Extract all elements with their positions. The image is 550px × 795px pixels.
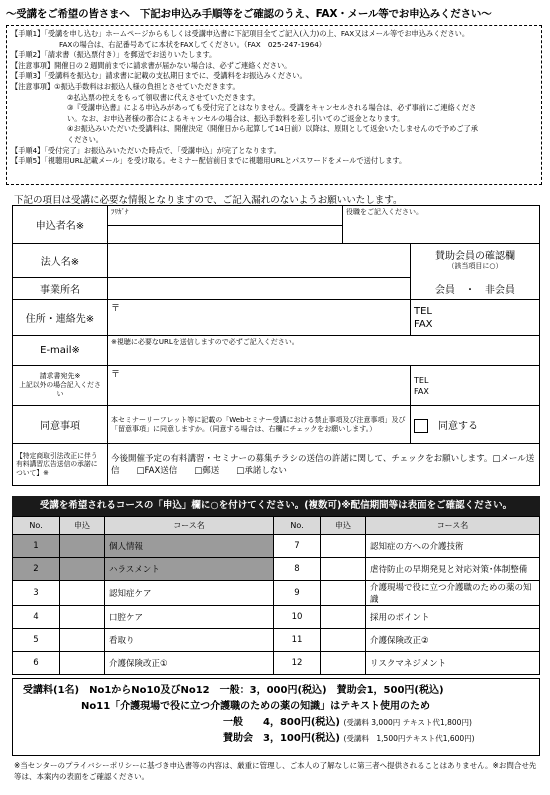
furigana-label: ﾌﾘｶﾞﾅ <box>111 208 129 216</box>
office-field[interactable] <box>108 278 411 300</box>
fee-line-1: 受講料(1名) No1からNo10及びNo12 一般：3，000円(税込) 賛助会1，500円(税込) <box>23 685 444 696</box>
invoice-address-field[interactable] <box>108 366 411 406</box>
fee-general-detail: (受講料 3,000円 テキスト代1,800円) <box>343 718 472 727</box>
note-1: 【注意事項】開催日の２週間前までに請求書が届かない場合は、必ずご連絡ください。 <box>11 60 292 70</box>
step-5: 【手順5】「視聴用URL記載メール」を受け取る。セミナー配信前日までに視聴用URLとパスワードをメールで送付します。 <box>11 156 407 166</box>
course-no: 12 <box>274 652 321 675</box>
course-apply-cell[interactable] <box>60 535 105 558</box>
fee-box <box>12 678 540 756</box>
step-1: 【手順1】「受講を申し込む」ホームページからもしくは受講申込書に下記項目全てご記入(入力)の上、FAX又はメール等でお申込みください。 <box>11 29 470 38</box>
course-name: 個人情報 <box>105 535 274 558</box>
application-steps <box>6 25 542 185</box>
email-label: E-mail※ <box>13 336 108 366</box>
course-apply-cell[interactable] <box>321 652 366 675</box>
postal-mark: 〒 <box>111 304 121 314</box>
email-note: ※視聴に必要なURLを送信しますので必ずご記入ください。 <box>111 338 299 346</box>
col-name-left: コース名 <box>105 517 274 535</box>
position-field[interactable] <box>343 206 540 244</box>
course-no: 9 <box>274 581 321 606</box>
supporting-title: 賛助会員の確認欄 <box>435 251 515 262</box>
course-name: 採用のポイント <box>366 606 540 629</box>
applicant-name-field[interactable] <box>108 226 343 244</box>
col-name-right: コース名 <box>366 517 540 535</box>
course-no: 2 <box>13 558 60 581</box>
agree-label: 同意事項 <box>13 406 108 444</box>
invoice-label: 請求書宛先※ <box>39 372 81 381</box>
fee-supporting: 賛助会 3，100円(税込) <box>223 733 340 744</box>
corp-field[interactable] <box>108 244 411 278</box>
course-name: 介護保険改正① <box>105 652 274 675</box>
note-2d: い。なお、お申込者様の都合によるキャンセルの場合は、振込手数料を差し引いてのご返金となります。 <box>67 113 405 123</box>
table-row <box>13 558 540 581</box>
privacy-footer: ※当センターのプライバシーポリシーに基づき申込書等の内容は、厳重に管理し、ご本人の了解なしに第三者へ提供されることはありません。※お問合せ先等は、本案内の表面をご確認ください。 <box>14 761 537 781</box>
course-apply-cell[interactable] <box>321 629 366 652</box>
course-name: 介護現場で役に立つ介護職のための薬の知識 <box>366 581 540 606</box>
table-row <box>13 581 540 606</box>
table-row <box>13 652 540 675</box>
course-name: 認知症の方への介護技術 <box>366 535 540 558</box>
position-label: 役職をご記入ください。 <box>346 208 423 216</box>
agree-check-cell[interactable] <box>411 406 540 444</box>
invoice-label-cell <box>13 366 108 406</box>
course-apply-cell[interactable] <box>321 581 366 606</box>
note-2f: ください。 <box>67 134 103 144</box>
course-apply-cell[interactable] <box>60 629 105 652</box>
course-apply-cell[interactable] <box>321 535 366 558</box>
email-field[interactable] <box>108 336 540 366</box>
address-label: 住所・連絡先※ <box>13 300 108 336</box>
step-3: 【手順3】「受講料を振込む」請求書に記載の支払期日までに、受講料をお振込みください。 <box>11 71 307 81</box>
fee-line-2: No11「介護現場で役に立つ介護職のための薬の知識」はテキスト使用のため <box>81 701 430 712</box>
table-row <box>13 629 540 652</box>
note-2b: ②払込票の控えをもって領収書に代えさせていただきます。 <box>67 92 260 102</box>
member-choice[interactable]: 会員 ・ 非会員 <box>435 285 515 296</box>
course-apply-cell[interactable] <box>60 558 105 581</box>
course-no: 7 <box>274 535 321 558</box>
course-no: 1 <box>13 535 60 558</box>
course-name: 看取り <box>105 629 274 652</box>
course-no: 11 <box>274 629 321 652</box>
agree-checkbox[interactable] <box>414 419 428 433</box>
invoice-tel-label: TEL <box>414 375 429 385</box>
table-row <box>13 535 540 558</box>
note-2c: ③『受講申込書』による申込みがあっても受付完了とはなりません。受講をキャンセルされる場合は、必ず事前にご連絡くださ <box>67 103 477 113</box>
course-name: 口腔ケア <box>105 606 274 629</box>
course-apply-cell[interactable] <box>60 581 105 606</box>
invoice-postal-mark: 〒 <box>111 370 121 380</box>
agree-text: 本セミナーリーフレット等に記載の「Webセミナー受講における禁止事項及び注意事項」及び「留意事項」に同意しますか。（同意する場合は、右欄にチェックをお願いします。） <box>108 406 411 444</box>
fee-general: 一般 4，800円(税込) <box>223 717 340 728</box>
course-name: 認知症ケア <box>105 581 274 606</box>
ad-label: 【特定商取引法改正に伴う有料講習広告送信の承諾について】※ <box>13 444 108 486</box>
course-no: 3 <box>13 581 60 606</box>
step-4: 【手順4】「受付完了」お振込みいただいた時点で、「受講申込」が完了となります。 <box>11 145 281 155</box>
step-2: 【手順2】「請求書（振込票付き）」を郵送でお送りいたします。 <box>11 50 217 60</box>
course-apply-cell[interactable] <box>60 652 105 675</box>
fee-supporting-detail: (受講料 1,500円テキスト代1,600円) <box>343 734 475 743</box>
supporting-member-box <box>411 244 540 300</box>
course-table <box>12 516 540 675</box>
applicant-label: 申込者名※ <box>13 206 108 244</box>
course-selection-bar: 受講を希望されるコースの「申込」欄に○を付けてください。(複数可)※配信期間等は表面をご確認ください。 <box>12 496 540 516</box>
course-name: 虐待防止の早期発見と対応対策･体制整備 <box>366 558 540 581</box>
course-no: 6 <box>13 652 60 675</box>
form-intro: 下記の項目は受講に必要な情報となりますので、ご記入漏れのないようお願いいたします。 <box>14 195 403 206</box>
corp-label: 法人名※ <box>13 244 108 278</box>
col-no-left: No. <box>13 517 60 535</box>
note-2e: ④お振込みいただいた受講料は、開催決定（開催日から起算して14日前）以降は、原則として返金いたしませんので予めご了承 <box>67 124 478 134</box>
contact-field[interactable] <box>411 300 540 336</box>
course-name: 介護保険改正② <box>366 629 540 652</box>
step-1-fax: FAXの場合は、右記番号あてに本状をFAXしてください。（FAX 025-247-1964） <box>59 39 326 49</box>
course-apply-cell[interactable] <box>321 558 366 581</box>
col-apply-left: 申込 <box>60 517 105 535</box>
invoice-sub: 上記以外の場合記入ください <box>19 381 101 398</box>
course-no: 8 <box>274 558 321 581</box>
course-apply-cell[interactable] <box>321 606 366 629</box>
col-apply-right: 申込 <box>321 517 366 535</box>
note-2a: 【注意事項】①振込手数料はお振込人様の負担とさせていただきます。 <box>11 81 240 91</box>
ad-consent[interactable]: 今後開催予定の有料講習・セミナーの募集チラシの送信の許諾に関して、チェックをお願いします。□メール送信 □FAX送信 □郵送 □承諾しない <box>108 444 540 486</box>
page-header: 〜受講をご希望の皆さまへ 下記お申込み手順等をご確認のうえ、FAX・メール等でお申込みください〜 <box>6 8 492 20</box>
office-label: 事業所名 <box>13 278 108 300</box>
furigana-field[interactable] <box>108 206 343 226</box>
address-field[interactable] <box>108 300 411 336</box>
fax-label: FAX <box>414 318 433 330</box>
supporting-sub: （該当項目に○） <box>447 262 503 270</box>
course-no: 10 <box>274 606 321 629</box>
course-name: リスクマネジメント <box>366 652 540 675</box>
course-name: ハラスメント <box>105 558 274 581</box>
course-no: 5 <box>13 629 60 652</box>
course-no: 4 <box>13 606 60 629</box>
col-no-right: No. <box>274 517 321 535</box>
invoice-contact-field[interactable] <box>411 366 540 406</box>
application-form <box>12 205 540 486</box>
agree-check-label: 同意する <box>438 420 478 432</box>
table-row <box>13 606 540 629</box>
course-apply-cell[interactable] <box>60 606 105 629</box>
tel-label: TEL <box>414 305 432 317</box>
invoice-fax-label: FAX <box>414 386 429 396</box>
